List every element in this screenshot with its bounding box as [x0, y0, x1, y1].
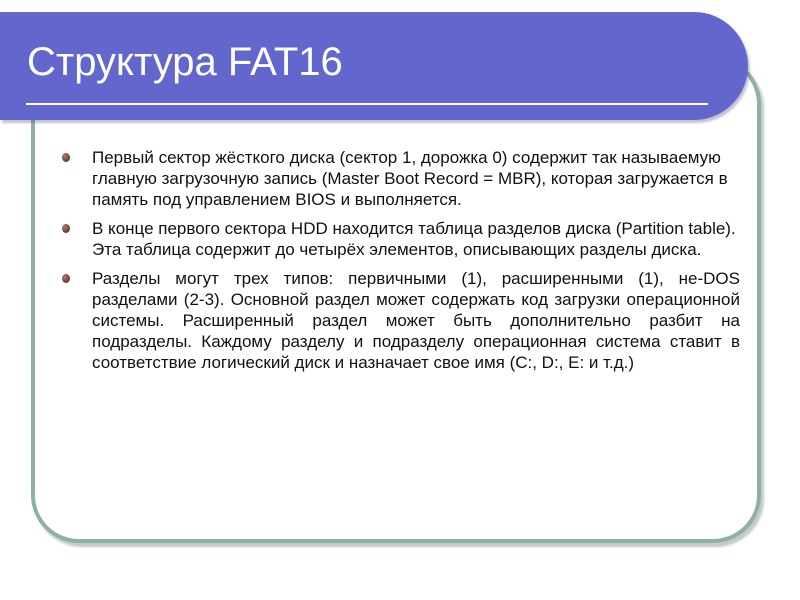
bullet-text: В конце первого сектора HDD находится таблица разделов диска (Partition table). Эта таблица содержит до четырёх элементов, описывающих разделы диска. — [92, 219, 736, 259]
bullet-icon — [62, 153, 70, 162]
bullet-text: Первый сектор жёсткого диска (сектор 1, дорожка 0) содержит так называемую главную загрузочную запись (Master Boot Record = MBR), которая загружается в память под управлением BIOS и выполняется. — [92, 148, 728, 209]
bullet-list — [60, 147, 740, 381]
bullet-icon — [62, 224, 70, 233]
bullet-item — [60, 147, 740, 210]
bullet-item — [60, 218, 740, 260]
bullet-icon — [62, 274, 70, 283]
title-underline — [26, 103, 708, 105]
bullet-text: Разделы могут трех типов: первичными (1), расширенными (1), не-DOS разделами (2-3). Основной раздел может содержать код загрузки операционной системы. Расширенный раздел может быть дополнительно разбит на подразделы. Каждому разделу и подразделу операционная система ставит в соответствие логический диск и назначает свое имя (C:, D:, E: и т.д.) — [92, 269, 740, 372]
bullet-item — [60, 268, 740, 373]
slide-title: Структура FAT16 — [27, 40, 343, 84]
